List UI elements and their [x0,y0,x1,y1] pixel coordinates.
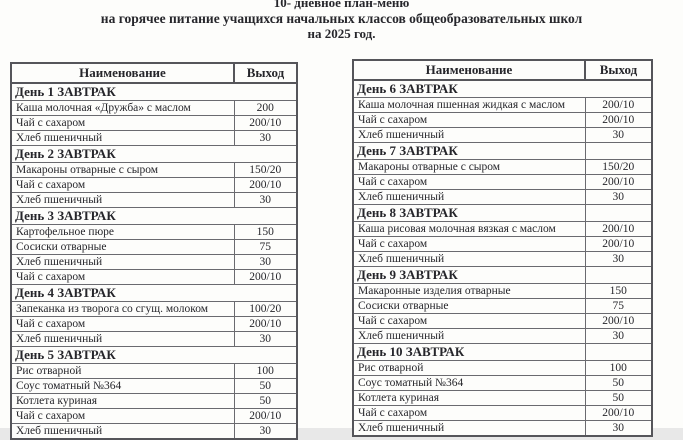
dish-name: Рис отварной [11,364,234,379]
dish-name: Чай с сахаром [353,406,585,421]
dish-name: Чай с сахаром [11,409,234,424]
document-title [0,0,683,41]
menu-item-row [11,193,297,208]
day-header-label: День 2 ЗАВТРАК [11,146,297,163]
dish-name: Каша молочная «Дружба» с маслом [11,101,234,116]
menu-item-row [11,163,297,178]
portion-size: 75 [585,299,652,314]
menu-table-days-1-5 [10,62,298,440]
day-header-row [353,80,652,98]
dish-name: Чай с сахаром [11,178,234,193]
menu-item-row [11,225,297,240]
column-header-row [353,60,652,80]
portion-size: 30 [234,193,297,208]
day-header-empty-cell [585,344,652,361]
portion-size: 100 [234,364,297,379]
day-header-row [11,83,297,101]
portion-size: 50 [234,379,297,394]
dish-name: Макароны отварные с сыром [353,160,585,175]
menu-item-row [353,314,652,329]
dish-name: Хлеб пшеничный [11,255,234,270]
menu-item-row [11,424,297,440]
menu-table-days-6-10 [352,59,653,437]
menu-item-row [353,175,652,190]
column-header-value: Выход [585,60,652,80]
portion-size: 200/10 [585,113,652,128]
portion-size: 75 [234,240,297,255]
menu-item-row [353,299,652,314]
day-header-empty-cell [585,143,652,160]
menu-item-row [353,237,652,252]
menu-item-row [353,406,652,421]
menu-item-row [11,270,297,285]
day-header-row [11,347,297,364]
portion-size: 50 [585,391,652,406]
dish-name: Сосиски отварные [353,299,585,314]
portion-size: 200/10 [585,406,652,421]
dish-name: Запеканка из творога со сгущ. молоком [11,302,234,317]
dish-name: Картофельное пюре [11,225,234,240]
menu-item-row [11,131,297,146]
dish-name: Чай с сахаром [11,116,234,131]
day-header-row [353,267,652,284]
dish-name: Чай с сахаром [353,113,585,128]
portion-size: 50 [585,376,652,391]
dish-name: Каша рисовая молочная вязкая с маслом [353,222,585,237]
menu-item-row [353,391,652,406]
menu-item-row [11,101,297,116]
portion-size: 150 [585,284,652,299]
dish-name: Котлета куриная [353,391,585,406]
column-header-row [11,63,297,83]
dish-name: Соус томатный №364 [353,376,585,391]
title-line-2: на горячее питание учащихся начальных классов общеобразовательных школ [100,11,583,26]
portion-size: 30 [234,332,297,347]
portion-size: 30 [234,131,297,146]
menu-item-row [11,364,297,379]
day-header-label: День 3 ЗАВТРАК [11,208,297,225]
dish-name: Хлеб пшеничный [353,329,585,344]
day-header-label: День 6 ЗАВТРАК [353,80,652,98]
column-header-name: Наименование [11,63,234,83]
dish-name: Хлеб пшеничный [353,190,585,205]
day-header-row [11,208,297,225]
portion-size: 30 [585,190,652,205]
day-header-row [11,285,297,302]
dish-name: Котлета куриная [11,394,234,409]
day-header-label: День 10 ЗАВТРАК [353,344,585,361]
portion-size: 200/10 [234,270,297,285]
portion-size: 100 [585,361,652,376]
dish-name: Макароны отварные с сыром [11,163,234,178]
menu-item-row [11,178,297,193]
menu-item-row [353,421,652,437]
portion-size: 50 [234,394,297,409]
portion-size: 30 [585,252,652,267]
day-header-row [11,146,297,163]
dish-name: Хлеб пшеничный [11,424,234,440]
menu-item-row [11,240,297,255]
day-header-label: День 5 ЗАВТРАК [11,347,297,364]
day-header-row [353,143,652,160]
dish-name: Чай с сахаром [11,317,234,332]
day-header-row [353,344,652,361]
day-header-label: День 7 ЗАВТРАК [353,143,585,160]
dish-name: Соус томатный №364 [11,379,234,394]
portion-size: 200/10 [585,237,652,252]
column-header-name: Наименование [353,60,585,80]
day-header-label: День 4 ЗАВТРАК [11,285,297,302]
title-line-3: на 2025 год. [307,26,376,41]
portion-size: 200 [234,101,297,116]
day-header-label: День 8 ЗАВТРАК [353,205,585,222]
dish-name: Чай с сахаром [353,237,585,252]
menu-item-row [11,332,297,347]
day-header-label: День 9 ЗАВТРАК [353,267,585,284]
dish-name: Хлеб пшеничный [353,421,585,437]
portion-size: 200/10 [234,178,297,193]
portion-size: 100/20 [234,302,297,317]
menu-item-row [11,255,297,270]
menu-item-row [353,222,652,237]
title-line-1: 10- дневное план-меню [273,0,410,10]
dish-name: Макаронные изделия отварные [353,284,585,299]
dish-name: Хлеб пшеничный [11,193,234,208]
portion-size: 200/10 [234,317,297,332]
day-header-empty-cell [585,267,652,284]
dish-name: Каша молочная пшенная жидкая с маслом [353,98,585,113]
menu-item-row [11,302,297,317]
portion-size: 200/10 [585,98,652,113]
portion-size: 200/10 [585,314,652,329]
portion-size: 200/10 [585,175,652,190]
column-header-value: Выход [234,63,297,83]
dish-name: Чай с сахаром [11,270,234,285]
dish-name: Хлеб пшеничный [11,131,234,146]
menu-item-row [353,376,652,391]
dish-name: Чай с сахаром [353,175,585,190]
portion-size: 150 [234,225,297,240]
portion-size: 150/20 [234,163,297,178]
dish-name: Хлеб пшеничный [353,128,585,143]
day-header-row [353,205,652,222]
portion-size: 30 [585,329,652,344]
portion-size: 30 [234,424,297,440]
portion-size: 150/20 [585,160,652,175]
menu-item-row [353,329,652,344]
dish-name: Чай с сахаром [353,314,585,329]
portion-size: 30 [585,421,652,437]
menu-item-row [353,113,652,128]
menu-item-row [11,394,297,409]
menu-item-row [11,317,297,332]
menu-item-row [353,98,652,113]
menu-item-row [353,160,652,175]
dish-name: Рис отварной [353,361,585,376]
menu-item-row [353,190,652,205]
day-header-empty-cell [585,205,652,222]
menu-item-row [353,128,652,143]
portion-size: 200/10 [234,409,297,424]
menu-item-row [11,116,297,131]
portion-size: 30 [585,128,652,143]
menu-item-row [353,361,652,376]
dish-name: Хлеб пшеничный [353,252,585,267]
portion-size: 30 [234,255,297,270]
menu-item-row [353,252,652,267]
menu-item-row [11,379,297,394]
portion-size: 200/10 [234,116,297,131]
dish-name: Хлеб пшеничный [11,332,234,347]
dish-name: Сосиски отварные [11,240,234,255]
day-header-label: День 1 ЗАВТРАК [11,83,297,101]
menu-item-row [353,284,652,299]
portion-size: 200/10 [585,222,652,237]
menu-item-row [11,409,297,424]
